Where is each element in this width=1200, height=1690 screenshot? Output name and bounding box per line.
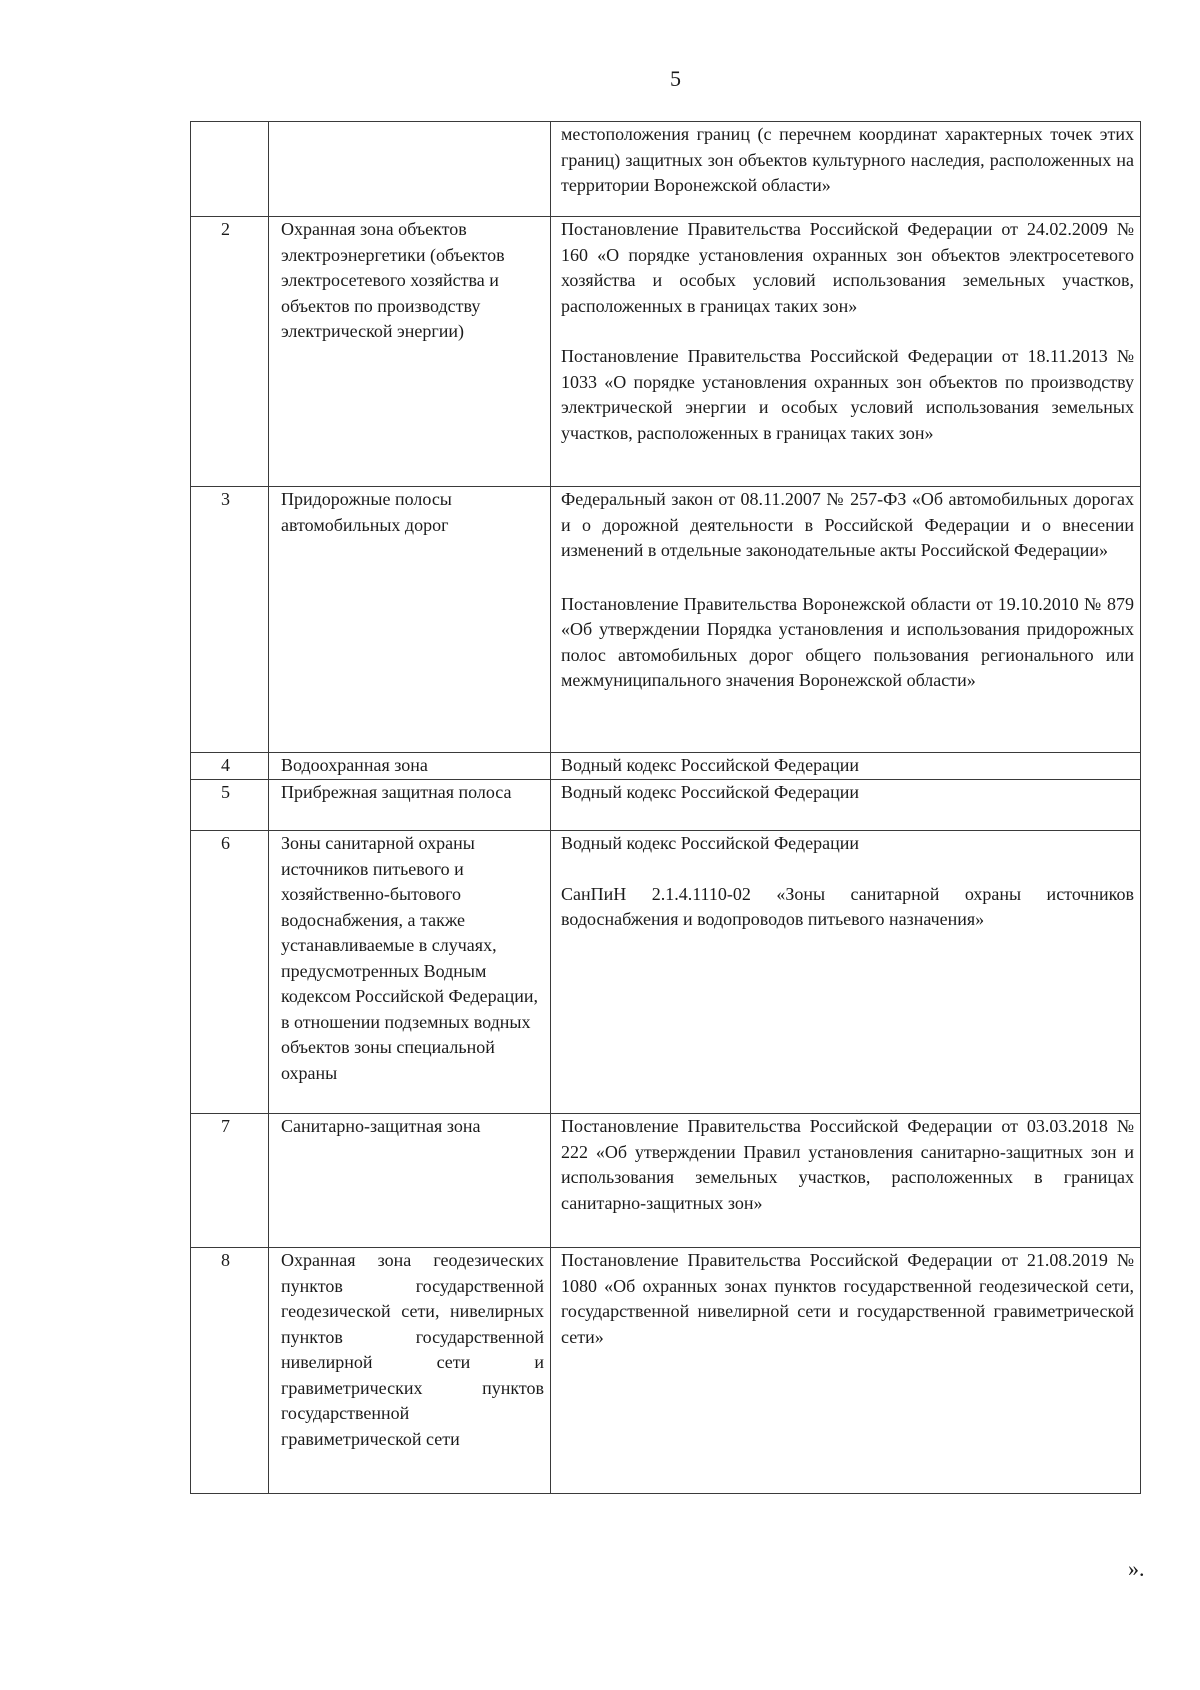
legal-act: Водный кодекс Российской Федерации [561, 782, 859, 802]
legal-basis [551, 753, 1141, 780]
row-number: 3 [191, 487, 269, 753]
legal-act: Постановление Правительства Российской Федерации от 24.02.2009 № 160 «О порядке установления охранных зон объектов электросетевого хозяйства и особых условий использования земельных участков, расположенных в границах таких зон» [561, 219, 1134, 316]
zones-table [190, 121, 1141, 1494]
table-row [191, 1114, 1141, 1248]
legal-act: Постановление Правительства Воронежской области от 19.10.2010 № 879 «Об утверждении Порядка установления и использования придорожных полос автомобильных дорог общего пользования регионального или межмуниципального значения Воронежской области» [561, 593, 1134, 690]
table-row [191, 217, 1141, 487]
zone-name [269, 122, 551, 217]
page-number: 5 [670, 66, 681, 91]
table-row [191, 753, 1141, 780]
zone-name: Придорожные полосы автомобильных дорог [269, 487, 551, 753]
legal-act: Постановление Правительства Российской Федерации от 18.11.2013 № 1033 «О порядке установления охранных зон объектов по производству электрической энергии и особых условий использования земельных участков, расположенных в границах таких зон» [561, 346, 1134, 443]
row-number: 2 [191, 217, 269, 487]
row-number: 4 [191, 753, 269, 780]
zone-name: Водоохранная зона [269, 753, 551, 780]
row-number [191, 122, 269, 217]
closing-quote-mark: ». [1128, 1556, 1145, 1581]
zone-name: Зоны санитарной охраны источников питьевого и хозяйственно-бытового водоснабжения, а также устанавливаемые в случаях, предусмотренных Водным кодексом Российской Федерации, в отношении подземных водных объектов зоны специальной охраны [269, 831, 551, 1114]
legal-act: Постановление Правительства Российской Федерации от 21.08.2019 № 1080 «Об охранных зонах пунктов государственной геодезической сети, государственной нивелирной сети и государственной гравиметрической сети» [561, 1250, 1134, 1347]
legal-act: Федеральный закон от 08.11.2007 № 257-ФЗ «Об автомобильных дорогах и о дорожной деятельности в Российской Федерации и о внесении изменений в отдельные законодательные акты Российской Федерации» [561, 489, 1134, 560]
legal-basis [551, 831, 1141, 1114]
table-row [191, 487, 1141, 753]
legal-act: Водный кодекс Российской Федерации [561, 833, 859, 853]
table-row [191, 1248, 1141, 1494]
legal-basis [551, 487, 1141, 753]
table-row [191, 831, 1141, 1114]
zone-name: Охранная зона геодезических пунктов государственной геодезической сети, нивелирных пунктов государственной нивелирной сети и гравиметрических пунктов государственной гравиметрической сети [269, 1248, 551, 1494]
row-number: 6 [191, 831, 269, 1114]
legal-act: местоположения границ (с перечнем координат характерных точек этих границ) защитных зон объектов культурного наследия, расположенных на территории Воронежской области» [561, 124, 1134, 195]
table-row [191, 122, 1141, 217]
row-number: 5 [191, 780, 269, 831]
row-number: 7 [191, 1114, 269, 1248]
legal-basis [551, 1248, 1141, 1494]
table-row [191, 780, 1141, 831]
legal-basis [551, 217, 1141, 487]
legal-act: СанПиН 2.1.4.1110-02 «Зоны санитарной охраны источников водоснабжения и водопроводов питьевого назначения» [561, 883, 1134, 929]
legal-act: Постановление Правительства Российской Федерации от 03.03.2018 № 222 «Об утверждении Правил установления санитарно-защитных зон и использования земельных участков, расположенных в границах санитарно-защитных зон» [561, 1116, 1134, 1213]
zone-name: Санитарно-защитная зона [269, 1114, 551, 1248]
row-number: 8 [191, 1248, 269, 1494]
zone-name: Прибрежная защитная полоса [269, 780, 551, 831]
zone-name: Охранная зона объектов электроэнергетики (объектов электросетевого хозяйства и объектов по производству электрической энергии) [269, 217, 551, 487]
legal-basis [551, 1114, 1141, 1248]
legal-basis [551, 780, 1141, 831]
legal-act: Водный кодекс Российской Федерации [561, 755, 859, 775]
legal-basis [551, 122, 1141, 217]
